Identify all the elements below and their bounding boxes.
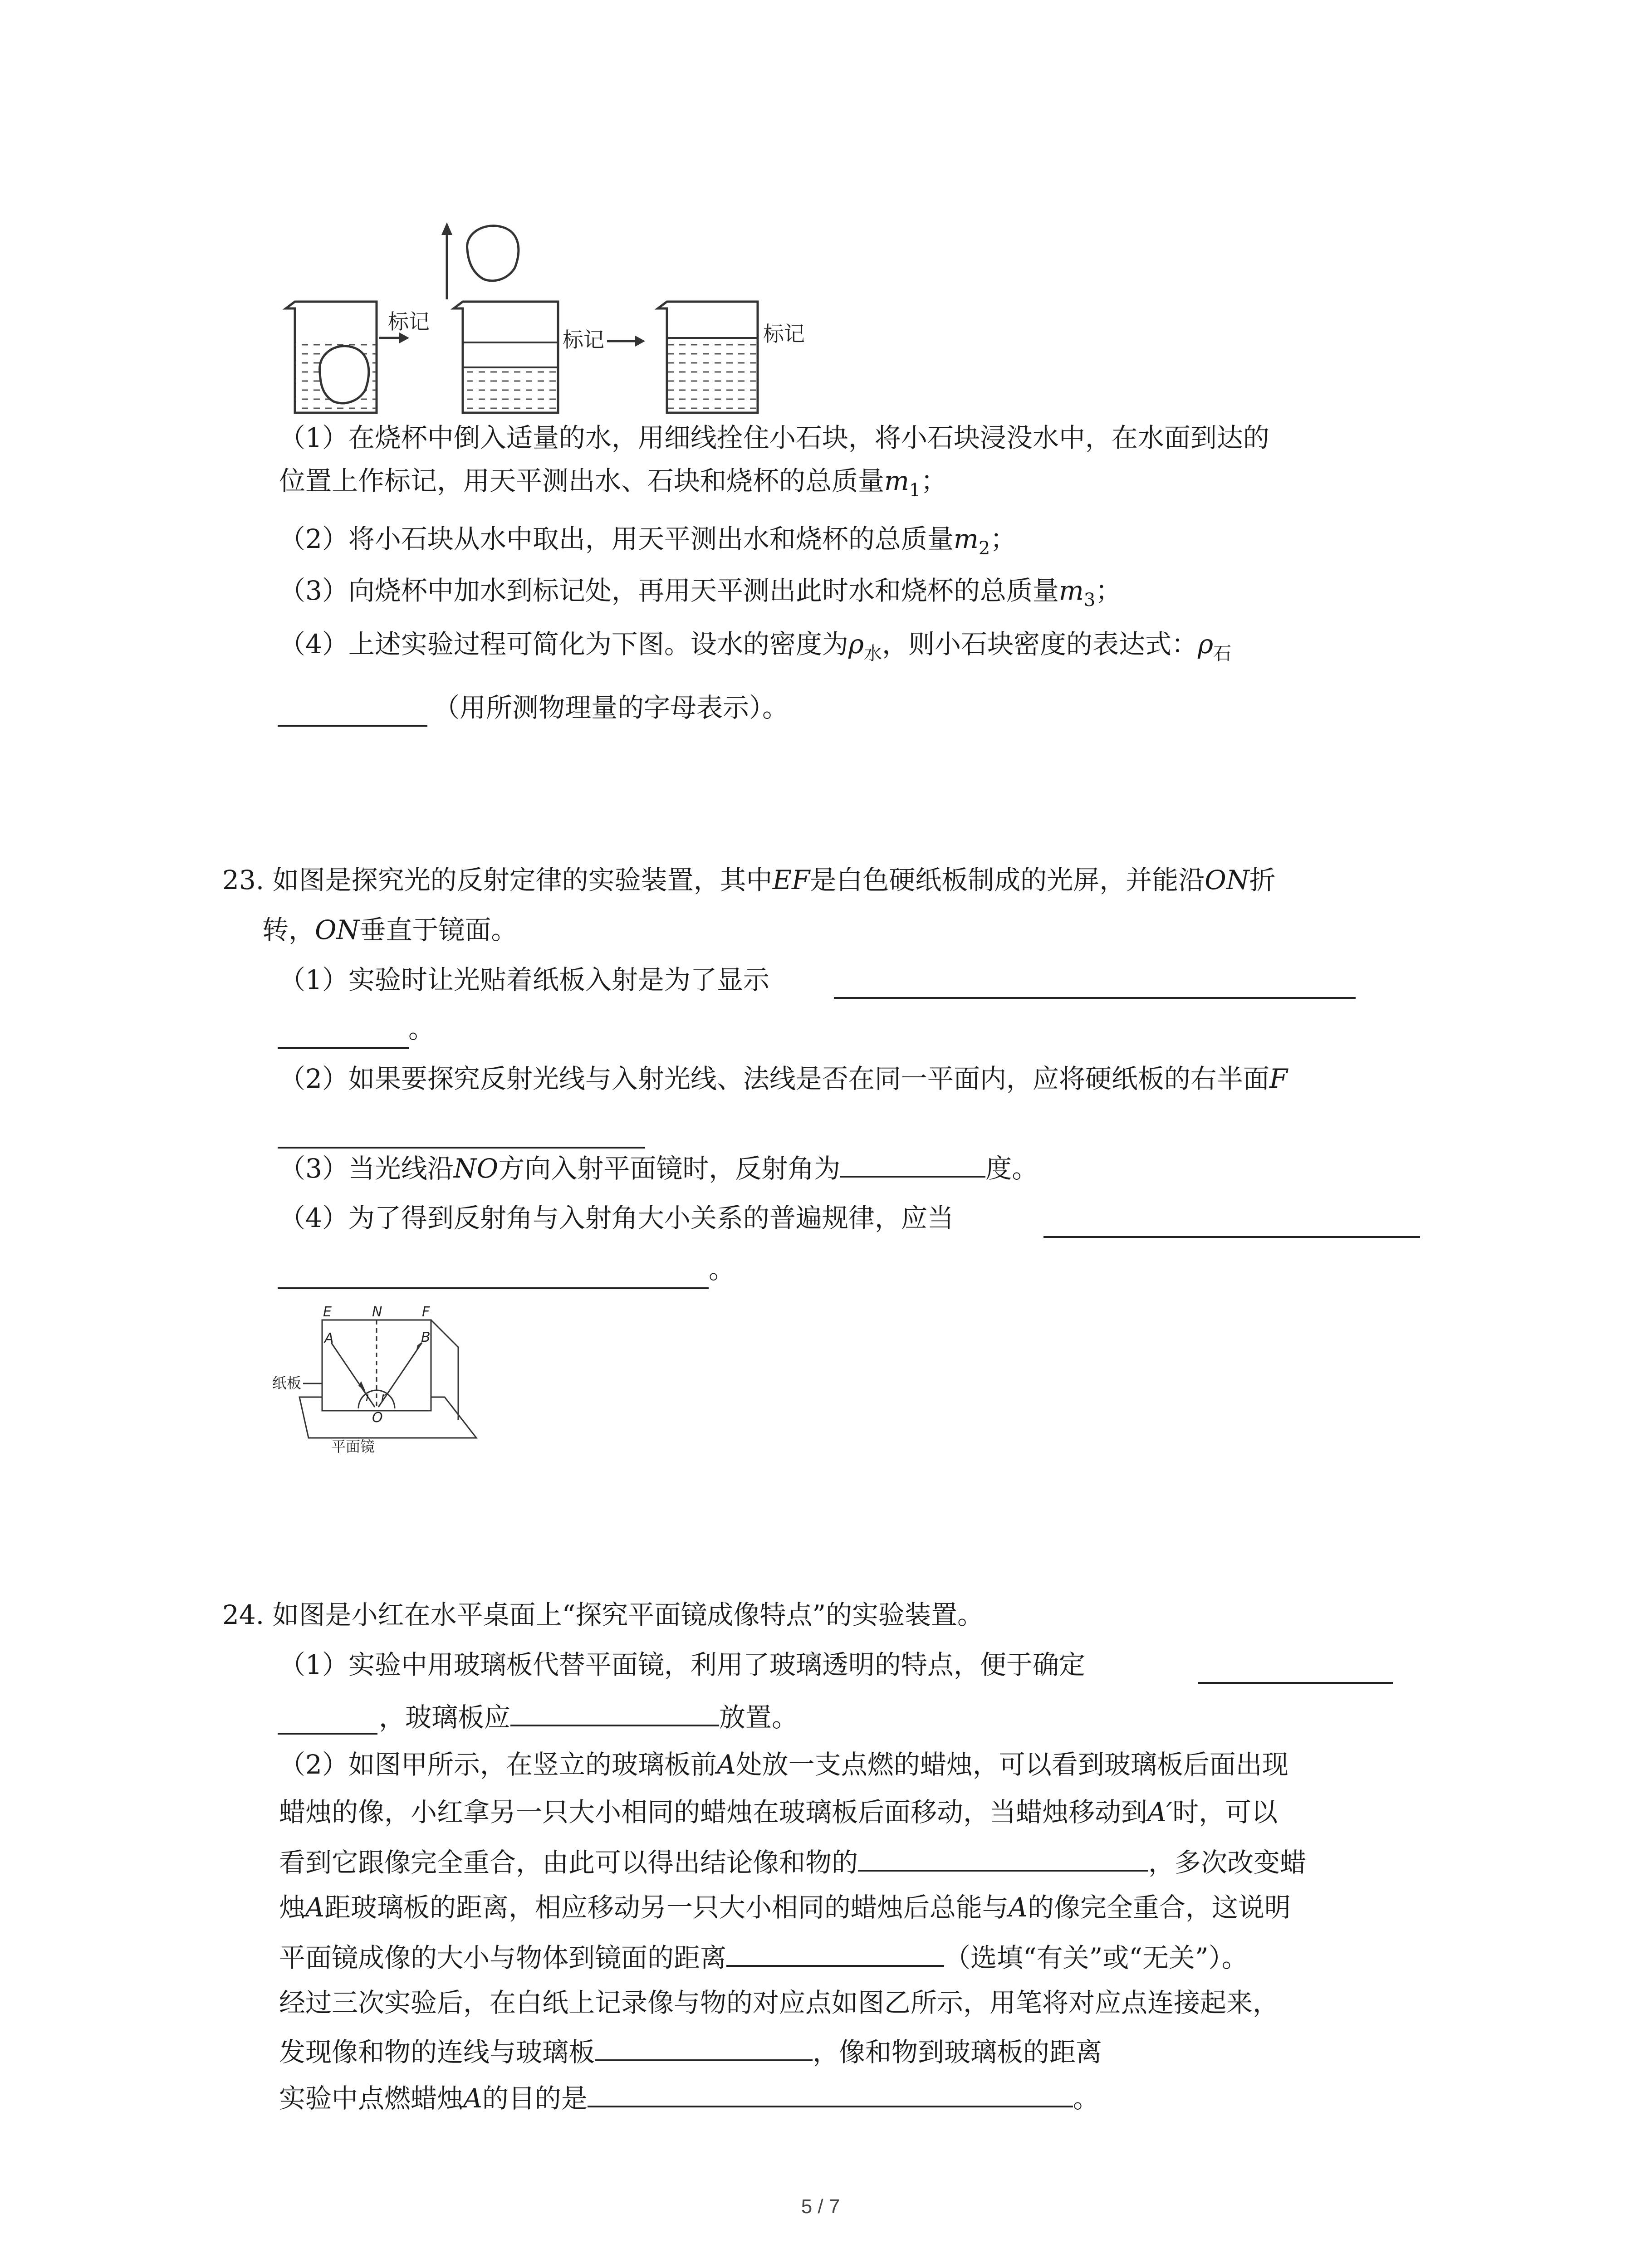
label-O: O bbox=[372, 1410, 383, 1426]
stone-shape bbox=[467, 226, 519, 281]
q23-part1: （1）实验时让光贴着纸板入射是为了显示 bbox=[279, 964, 769, 995]
q24-part1-blank-c[interactable] bbox=[510, 1696, 719, 1726]
mark-label-1: 标记 bbox=[388, 309, 430, 334]
q24-part2-blank-3[interactable] bbox=[595, 2031, 813, 2061]
q24-part2-blank-1[interactable] bbox=[858, 1842, 1148, 1872]
q22-answer-blank[interactable] bbox=[278, 725, 427, 727]
q22-step4-tail: （用所测物理量的字母表示）。 bbox=[433, 692, 789, 723]
beaker-2 bbox=[454, 302, 645, 413]
label-mirror: 平面镜 bbox=[331, 1438, 375, 1455]
label-board: 纸板 bbox=[272, 1374, 302, 1392]
beaker-diagram bbox=[277, 222, 821, 422]
q23-stem-line2: 转，ON垂直于镜面。 bbox=[262, 914, 518, 945]
q22-step1-line1: （1）在烧杯中倒入适量的水，用细线拴住小石块，将小石块浸没水中，在水面到达的 bbox=[279, 422, 1269, 453]
q23-part4-blank-b[interactable] bbox=[278, 1287, 709, 1289]
q22-step3: （3）向烧杯中加水到标记处，再用天平测出此时水和烧杯的总质量$m_3$； bbox=[279, 575, 1122, 611]
label-F: F bbox=[422, 1304, 430, 1320]
q23-part3: （3）当光线沿NO方向入射平面镜时，反射角为 度。 bbox=[279, 1148, 1038, 1187]
q23-part1-blank-b[interactable] bbox=[278, 1047, 409, 1049]
q22-step1-line2: 位置上作标记，用天平测出水、石块和烧杯的总质量$m_1$； bbox=[279, 465, 947, 501]
page-number: 5 / 7 bbox=[801, 2195, 840, 2218]
mark-label-2: 标记 bbox=[563, 327, 604, 352]
q24-part2-line5: 平面镜成像的大小与物体到镜面的距离 （选填“有关”或“无关”）。 bbox=[279, 1937, 1248, 1976]
mark-label-3: 标记 bbox=[763, 322, 805, 346]
label-N: N bbox=[372, 1304, 382, 1320]
q23-part3-blank[interactable] bbox=[840, 1148, 985, 1178]
q23-part4-end: 。 bbox=[709, 1254, 735, 1285]
lifted-stone bbox=[441, 222, 519, 299]
q23-part2: （2）如果要探究反射光线与入射光线、法线是否在同一平面内，应将硬纸板的右半面F bbox=[279, 1063, 1288, 1094]
q24-part2-blank-4[interactable] bbox=[588, 2077, 1073, 2107]
q24-part2-line3: 看到它跟像完全重合，由此可以得出结论像和物的 ，多次改变蜡 bbox=[279, 1842, 1306, 1881]
reflection-apparatus-figure bbox=[272, 1293, 481, 1456]
q24-part1-blank-b[interactable] bbox=[278, 1733, 377, 1735]
q24-part2-line7: 发现像和物的连线与玻璃板 ，像和物到玻璃板的距离 bbox=[279, 2031, 1102, 2070]
label-r: r bbox=[381, 1390, 386, 1404]
q22-step2: （2）将小石块从水中取出，用天平测出水和烧杯的总质量$m_2$； bbox=[279, 523, 1017, 559]
q24-part1-line2: ，玻璃板应 放置。 bbox=[379, 1696, 798, 1735]
q24-part2-line2: 蜡烛的像，小红拿另一只大小相同的蜡烛在玻璃板后面移动，当蜡烛移动到A′时，可以 bbox=[279, 1797, 1278, 1828]
reflection-diagram bbox=[272, 1293, 481, 1456]
q23-stem-line1: 23. 如图是探究光的反射定律的实验装置，其中EF是白色硬纸板制成的光屏，并能沿ON折 bbox=[222, 865, 1276, 895]
q24-part1-line1: （1）实验中用玻璃板代替平面镜，利用了玻璃透明的特点，便于确定 bbox=[279, 1649, 1085, 1680]
q24-stem: 24. 如图是小红在水平桌面上“探究平面镜成像特点”的实验装置。 bbox=[222, 1599, 984, 1630]
q23-part1-blank-a[interactable] bbox=[834, 997, 1356, 999]
label-A: A bbox=[324, 1330, 334, 1346]
label-i: i bbox=[366, 1390, 369, 1404]
beaker-experiment-figure bbox=[277, 222, 821, 422]
q22-step4: （4）上述实验过程可简化为下图。设水的密度为$\rho_水$，则小石块密度的表达式：$\rho_石$ bbox=[279, 629, 1232, 664]
q24-part1-blank-a[interactable] bbox=[1198, 1682, 1393, 1684]
q24-part2-line8: 实验中点燃蜡烛A的目的是 。 bbox=[279, 2077, 1099, 2116]
q23-part4-blank-a[interactable] bbox=[1043, 1236, 1420, 1238]
q24-part2-line4: 烛A距玻璃板的距离，相应移动另一只大小相同的蜡烛后总能与A的像完全重合，这说明 bbox=[279, 1892, 1291, 1923]
label-B: B bbox=[421, 1330, 431, 1345]
q24-part2-line1: （2）如图甲所示，在竖立的玻璃板前A处放一支点燃的蜡烛，可以看到玻璃板后面出现 bbox=[279, 1749, 1288, 1780]
label-E: E bbox=[323, 1304, 332, 1320]
q23-part1-end: 。 bbox=[408, 1013, 435, 1044]
q24-part2-line6: 经过三次实验后，在白纸上记录像与物的对应点如图乙所示，用笔将对应点连接起来， bbox=[279, 1987, 1279, 2018]
stone-in-water bbox=[320, 346, 369, 403]
q24-part2-blank-2[interactable] bbox=[726, 1937, 944, 1967]
beaker-3 bbox=[658, 302, 805, 413]
beaker-1 bbox=[286, 302, 430, 413]
q23-part4: （4）为了得到反射角与入射角大小关系的普遍规律，应当 bbox=[279, 1202, 954, 1233]
